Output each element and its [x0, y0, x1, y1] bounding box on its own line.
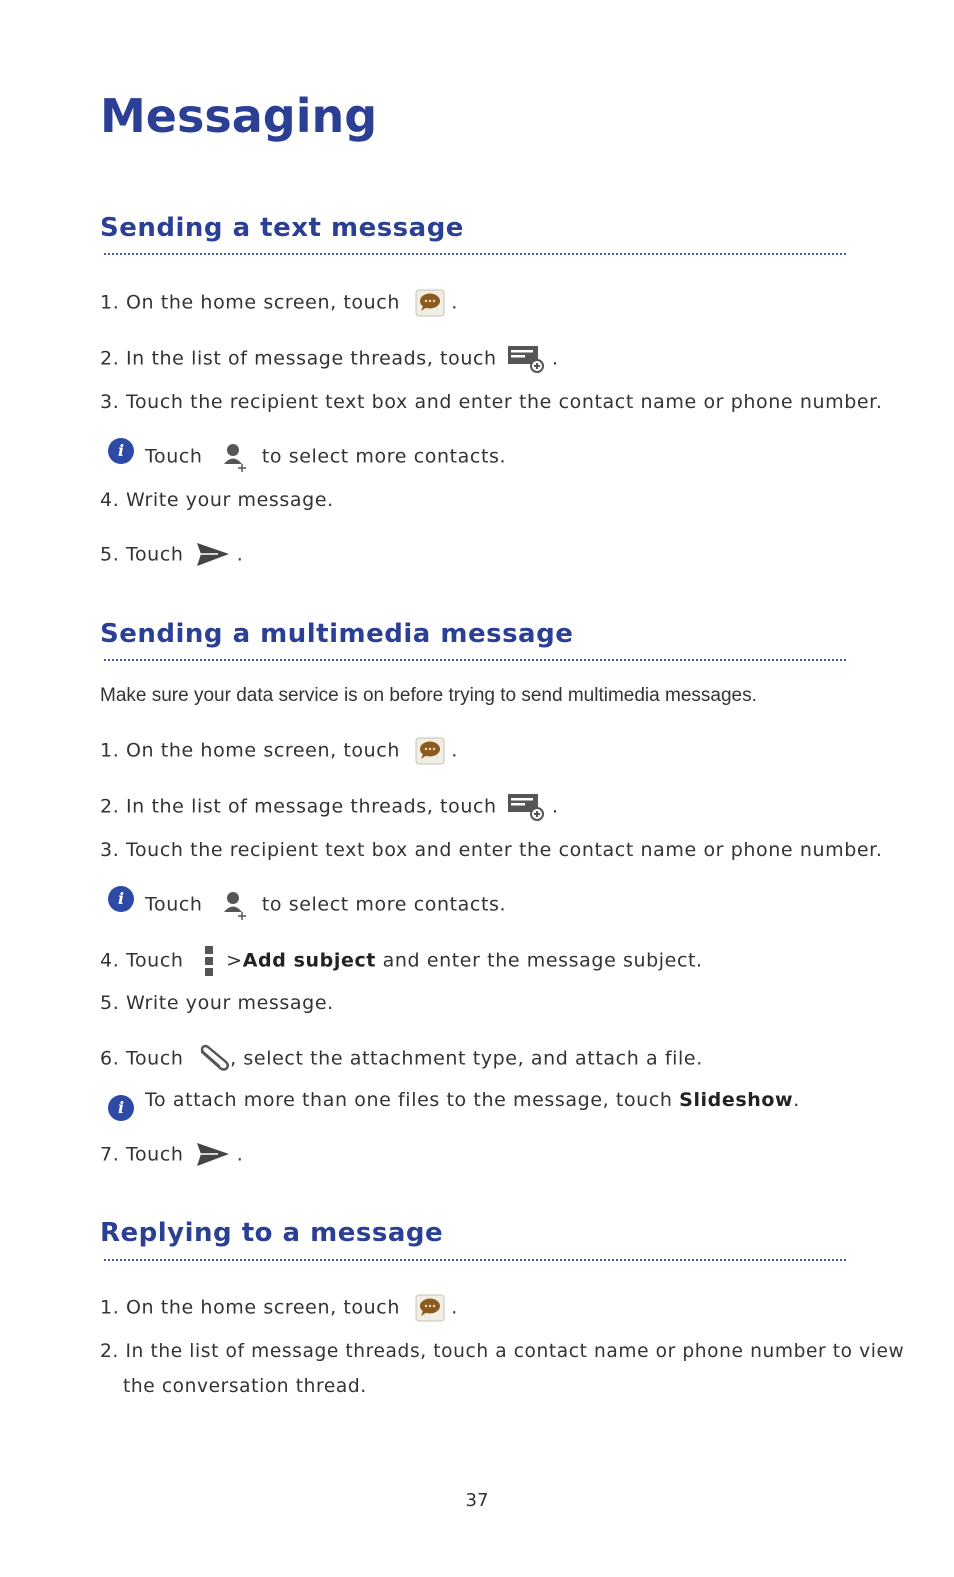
step: [100, 737, 458, 765]
section-divider: [104, 659, 846, 661]
step: [100, 990, 334, 1016]
step-text: , select the attachment type, and attach a file.: [230, 1047, 703, 1070]
step-number: 2.: [100, 347, 120, 370]
step-suffix: .: [236, 543, 244, 566]
step-suffix: .: [551, 795, 559, 818]
note-text: To attach more than one files to the message, touch: [145, 1089, 673, 1111]
step-suffix: .: [551, 347, 559, 370]
step-number: 2.: [100, 1341, 119, 1362]
page-number: 37: [465, 1490, 489, 1511]
note: [108, 438, 708, 472]
step: [100, 837, 882, 863]
note: [108, 886, 708, 920]
step-number: 1.: [100, 1296, 120, 1319]
send-icon: [196, 541, 230, 569]
step-continuation: the conversation thread.: [123, 1376, 367, 1397]
step-number: 3.: [100, 391, 120, 413]
step-number: 4.: [100, 489, 120, 511]
step: [100, 792, 559, 822]
menu-option-add-subject: Add subject: [242, 949, 376, 972]
step-text: In the list of message threads, touch a contact name or phone number to view: [125, 1341, 905, 1362]
page-title: Messaging: [100, 89, 378, 143]
section-divider: [104, 1259, 846, 1261]
step-number: 4.: [100, 949, 120, 972]
step-number: 2.: [100, 795, 120, 818]
step: [100, 487, 334, 513]
new-message-icon: [507, 792, 545, 822]
menu-icon: [204, 945, 214, 977]
step-suffix: .: [451, 291, 458, 314]
step-number: 5.: [100, 992, 120, 1014]
info-icon: i: [108, 886, 134, 912]
step-text: Touch the recipient text box and enter the contact name or phone number.: [125, 391, 883, 413]
step: [100, 1044, 703, 1074]
note-text: to select more contacts.: [261, 893, 507, 916]
note-text: Touch: [145, 893, 203, 916]
new-message-icon: [507, 344, 545, 374]
step-suffix: .: [451, 739, 458, 762]
step-text: Touch the recipient text box and enter the contact name or phone number.: [125, 839, 883, 861]
menu-separator: >: [226, 949, 243, 972]
step: [100, 344, 559, 374]
step: [100, 945, 703, 977]
send-icon: [196, 1141, 230, 1169]
note-suffix: .: [793, 1089, 800, 1111]
step-text: Write your message.: [125, 992, 334, 1014]
step: [100, 1339, 904, 1365]
step-number: 5.: [100, 543, 120, 566]
step: [100, 541, 243, 569]
step-text: On the home screen, touch: [125, 739, 400, 762]
step-text: Touch: [125, 1143, 184, 1166]
paperclip-icon: [196, 1044, 230, 1074]
step: [100, 1294, 458, 1322]
info-icon: i: [108, 438, 134, 464]
section-heading-sending-multimedia: Sending a multimedia message: [100, 619, 574, 649]
step-number: 3.: [100, 839, 120, 861]
step-text: and enter the message subject.: [382, 949, 703, 972]
step-text: On the home screen, touch: [125, 291, 400, 314]
messaging-app-icon: [415, 289, 445, 317]
step: [100, 289, 458, 317]
step: [100, 389, 882, 415]
step-text: Touch: [125, 543, 184, 566]
intro-text: Make sure your data service is on before trying to send multimedia messages.: [100, 685, 757, 706]
step-number: 6.: [100, 1047, 120, 1070]
step-suffix: .: [451, 1296, 458, 1319]
messaging-app-icon: [415, 1294, 445, 1322]
add-contact-icon: [223, 890, 249, 920]
note-text: to select more contacts.: [261, 445, 507, 468]
info-icon: i: [108, 1095, 134, 1121]
step-text: Touch: [125, 1047, 184, 1070]
menu-option-slideshow: Slideshow: [679, 1089, 794, 1111]
step-text: On the home screen, touch: [125, 1296, 400, 1319]
step-text: In the list of message threads, touch: [125, 795, 497, 818]
step: [100, 1141, 243, 1169]
messaging-app-icon: [415, 737, 445, 765]
add-contact-icon: [223, 442, 249, 472]
step-number: 1.: [100, 739, 120, 762]
note: [108, 1087, 800, 1123]
step-text: In the list of message threads, touch: [125, 347, 497, 370]
step-text: Write your message.: [125, 489, 334, 511]
step-number: 7.: [100, 1143, 120, 1166]
note-text: Touch: [145, 445, 203, 468]
step-number: 1.: [100, 291, 120, 314]
step-text: Touch: [125, 949, 184, 972]
section-heading-sending-text: Sending a text message: [100, 213, 464, 243]
section-divider: [104, 253, 846, 255]
step-suffix: .: [236, 1143, 244, 1166]
section-heading-replying: Replying to a message: [100, 1218, 444, 1248]
